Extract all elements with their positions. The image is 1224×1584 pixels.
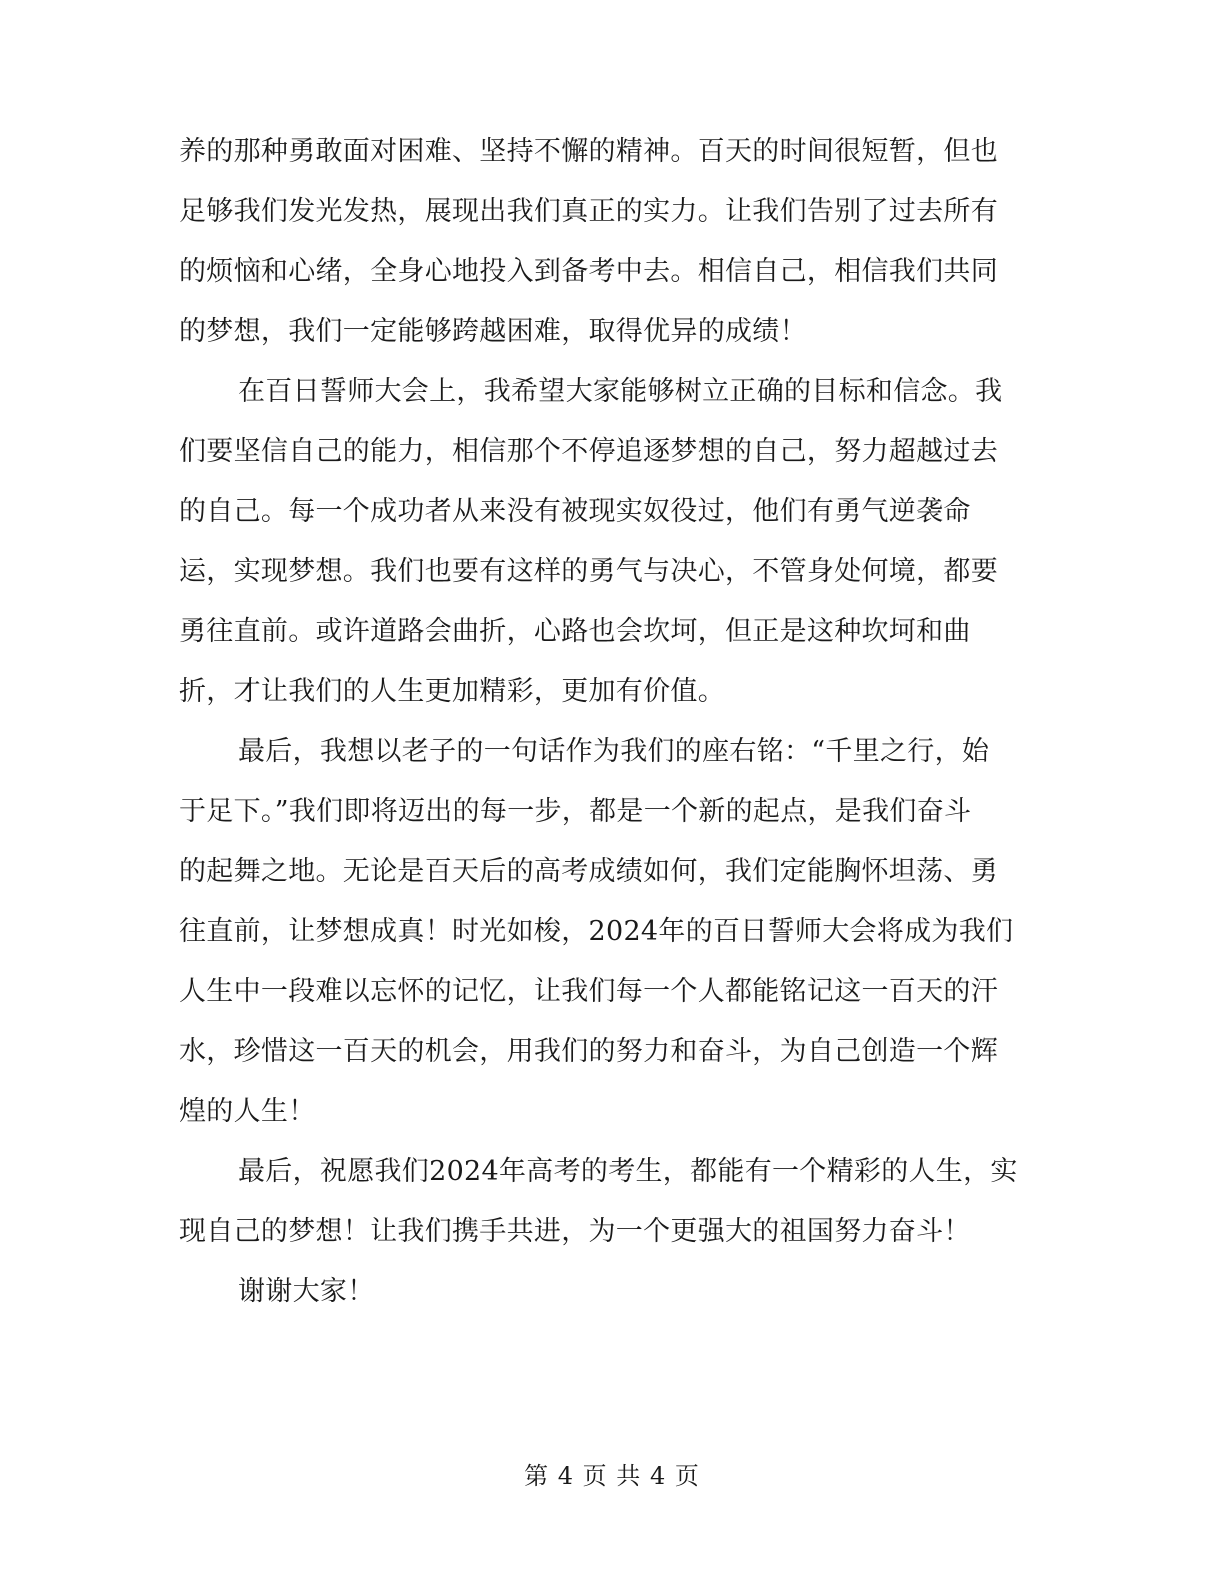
paragraph-first-line: 最后，我想以老子的一句话作为我们的座右铭：“千里之行，始 [238,736,990,767]
text-line: 勇往直前。或许道路会曲折，心路也会坎坷，但正是这种坎坷和曲 [179,616,971,647]
text-line: 们要坚信自己的能力，相信那个不停追逐梦想的自己，努力超越过去 [179,436,998,467]
text-line: 煌的人生！ [179,1096,316,1127]
paragraph-first-line: 最后，祝愿我们2024年高考的考生，都能有一个精彩的人生，实 [238,1156,1018,1187]
text-line: 的烦恼和心绪，全身心地投入到备考中去。相信自己，相信我们共同 [179,256,998,287]
text-line: 水，珍惜这一百天的机会，用我们的努力和奋斗，为自己创造一个辉 [179,1036,998,1067]
text-line: 的梦想，我们一定能够跨越困难，取得优异的成绩！ [179,316,807,347]
text-line: 现自己的梦想！让我们携手共进，为一个更强大的祖国努力奋斗！ [179,1216,971,1247]
paragraph-first-line: 在百日誓师大会上，我希望大家能够树立正确的目标和信念。我 [238,376,1003,407]
page-footer: 第 4 页 共 4 页 [524,1462,700,1490]
text-line: 折，才让我们的人生更加精彩，更加有价值。 [179,676,725,707]
text-line: 于足下。”我们即将迈出的每一步，都是一个新的起点，是我们奋斗 [179,796,972,827]
text-line: 运，实现梦想。我们也要有这样的勇气与决心，不管身处何境，都要 [179,556,998,587]
body-text [179,122,1029,1322]
text-line: 人生中一段难以忘怀的记忆，让我们每一个人都能铭记这一百天的汗 [179,976,998,1007]
text-line: 的起舞之地。无论是百天后的高考成绩如何，我们定能胸怀坦荡、勇 [179,856,998,887]
text-line: 的自己。每一个成功者从来没有被现实奴役过，他们有勇气逆袭命 [179,496,971,527]
text-line: 往直前，让梦想成真！时光如梭，2024年的百日誓师大会将成为我们 [179,916,1014,947]
paragraph-first-line: 谢谢大家！ [238,1276,375,1307]
text-line: 足够我们发光发热，展现出我们真正的实力。让我们告别了过去所有 [179,196,998,227]
text-line: 养的那种勇敢面对困难、坚持不懈的精神。百天的时间很短暂，但也 [179,136,998,167]
